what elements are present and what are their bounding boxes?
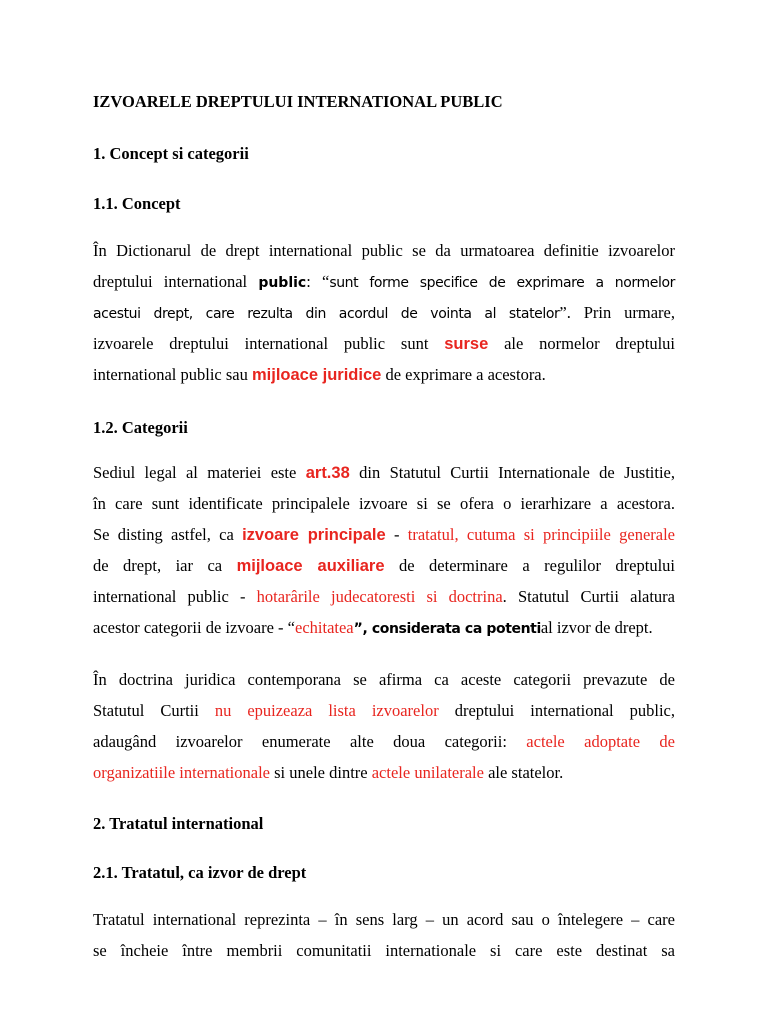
section-heading: 2. Tratatul international [93, 814, 264, 833]
text-line: international public - hotarârile judecatoresti si doctrina. Statutul Curtii alatura [93, 587, 675, 606]
section-heading: 1. Concept si categorii [93, 144, 249, 163]
text-line: international public sau mijloace juridice de exprimare a acestora. [93, 365, 546, 384]
text-line: Se disting astfel, ca izvoare principale - tratatul, cutuma si principiile generale [93, 525, 675, 544]
paragraph-treaty [93, 904, 675, 966]
text-line: de drept, iar ca mijloace auxiliare de determinare a regulilor dreptului [93, 556, 675, 575]
subsection-heading: 2.1. Tratatul, ca izvor de drept [93, 863, 307, 882]
text-line: în care sunt identificate principalele izvoare si se ofera o ierarhizare a acestora. [93, 494, 675, 513]
text-line: Statutul Curtii nu epuizeaza lista izvoarelor dreptului international public, [93, 701, 675, 720]
subsection-heading: 1.1. Concept [93, 194, 181, 213]
subsection-heading: 1.2. Categorii [93, 418, 188, 437]
paragraph-categories [93, 457, 675, 643]
highlight: art.38 [305, 464, 350, 482]
highlight: mijloace auxiliare [236, 557, 385, 575]
text-line: În doctrina juridica contemporana se afirma ca aceste categorii prevazute de [93, 670, 675, 689]
text-line: acestui drept, care rezulta din acordul de vointa al statelor”. Prin urmare, [93, 303, 675, 322]
highlight: mijloace juridice [252, 366, 382, 384]
text-line: dreptului international public: “sunt forme specifice de exprimare a normelor [93, 272, 675, 291]
paragraph-concept [93, 235, 675, 390]
text-line: adaugând izvoarelor enumerate alte doua categorii: actele adoptate de [93, 732, 675, 751]
highlight: izvoare principale [242, 526, 386, 544]
text-line: acestor categorii de izvoare - “echitatea”, considerata ca potential izvor de drept. [93, 618, 653, 637]
text-line: organizatiile internationale si unele dintre actele unilaterale ale statelor. [93, 763, 564, 782]
highlight: surse [444, 335, 489, 353]
text-line: În Dictionarul de drept international public se da urmatoarea definitie izvoarelor [93, 241, 675, 260]
text-line: Tratatul international reprezinta – în sens larg – un acord sau o întelegere – care [93, 910, 675, 929]
paragraph-doctrine [93, 664, 675, 788]
text-line: se încheie între membrii comunitatii internationale si care este destinat sa [93, 941, 675, 960]
document-title: IZVOARELE DREPTULUI INTERNATIONAL PUBLIC [93, 92, 503, 111]
text-line: izvoarele dreptului international public sunt surse ale normelor dreptului [93, 334, 675, 353]
text-line: Sediul legal al materiei este art.38 din Statutul Curtii Internationale de Justitie, [93, 463, 675, 482]
